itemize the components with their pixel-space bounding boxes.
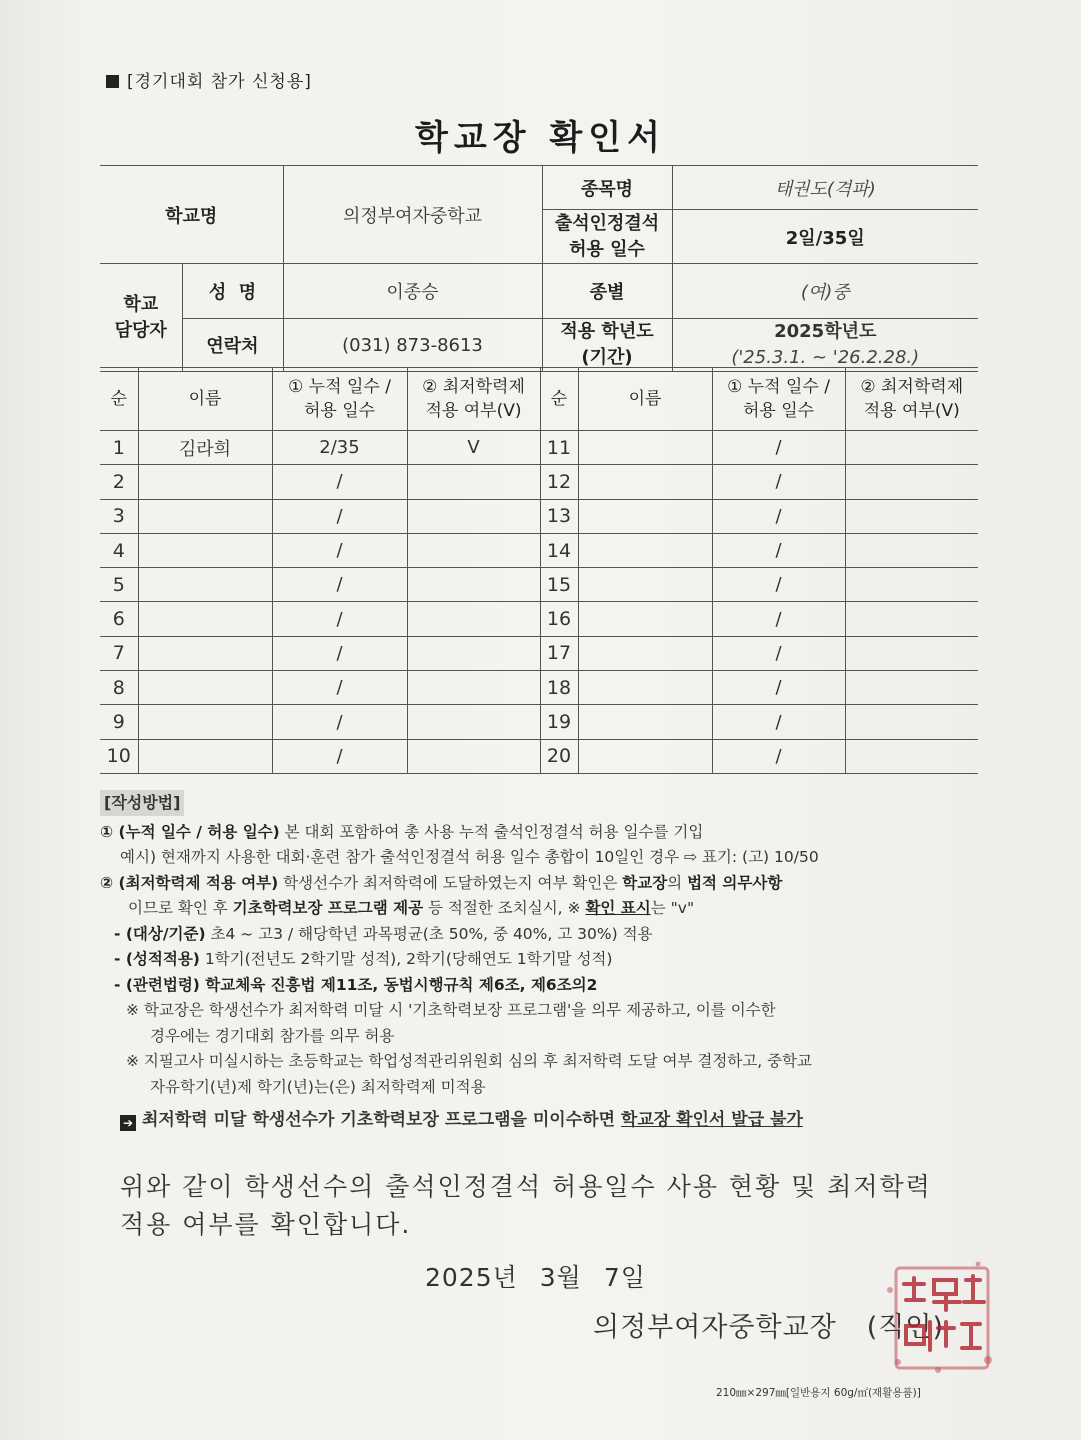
date-year: 2025년	[425, 1263, 518, 1292]
athlete-name-cell	[138, 671, 272, 705]
cumulative-days-cell: /	[712, 636, 845, 670]
min-standard-cell	[407, 465, 540, 499]
athlete-name-cell	[138, 568, 272, 602]
allowed-days-label-line2: 허용 일수	[569, 238, 645, 260]
col-header-min-right-line2: 적용 여부(V)	[863, 401, 960, 421]
row-number-cell: 11	[540, 431, 578, 465]
min-standard-cell	[845, 499, 978, 533]
col-header-days-line2: 허용 일수	[303, 401, 376, 421]
date-month: 3월	[539, 1263, 582, 1292]
cumulative-days-cell: /	[712, 533, 845, 567]
confirmation-line2: 적용 여부를 확인합니다.	[120, 1210, 412, 1239]
min-standard-cell	[407, 533, 540, 567]
athlete-name-cell	[578, 705, 712, 739]
school-name-value: 의정부여자중학교	[283, 166, 542, 264]
row-number-cell: 12	[540, 465, 578, 499]
cumulative-days-cell: /	[712, 568, 845, 602]
min-standard-cell	[845, 671, 978, 705]
guide-item1-bold: ① (누적 일수 / 허용 일수)	[100, 822, 280, 841]
cumulative-days-cell: /	[272, 533, 407, 567]
table-row	[100, 465, 978, 499]
guide-note1-line2: 경우에는 경기대회 참가를 의무 허용	[150, 1026, 395, 1045]
guide-final-note	[100, 1108, 980, 1134]
cumulative-days-cell: /	[272, 602, 407, 636]
row-number-cell: 19	[540, 705, 578, 739]
row-number-cell: 1	[100, 431, 138, 465]
form-usage-text: [경기대회 참가 신청용]	[127, 72, 312, 92]
table-row	[100, 499, 978, 533]
school-year-value	[672, 319, 978, 372]
cumulative-days-cell: /	[272, 636, 407, 670]
guide-note2-line2: 자유학기(년)제 학기(년)는(은) 최저학력제 미적용	[150, 1077, 486, 1096]
guide-sub3	[100, 973, 980, 999]
allowed-days-label	[542, 210, 672, 264]
table-row	[100, 533, 978, 567]
row-number-cell: 7	[100, 636, 138, 670]
row-number-cell: 16	[540, 602, 578, 636]
guide-note2-line1: ※ 지필고사 미실시하는 초등학교는 학업성적관리위원회 심의 후 최저학력 도달 여부 결정하고, 중학교	[126, 1052, 813, 1070]
table-row	[100, 671, 978, 705]
row-number-cell: 14	[540, 533, 578, 567]
col-header-days-right	[712, 368, 845, 431]
event-label: 종목명	[542, 166, 672, 210]
cumulative-days-cell: /	[272, 671, 407, 705]
athlete-name-cell	[138, 602, 272, 636]
athlete-name-cell	[138, 636, 272, 670]
athlete-name-cell	[138, 739, 272, 773]
min-standard-cell	[407, 739, 540, 773]
col-header-no-right: 순	[540, 368, 578, 431]
guide-item1-text: 본 대회 포함하여 총 사용 누적 출석인정결석 허용 일수를 기입	[279, 822, 704, 841]
school-year-label-line1: 적용 학년도	[560, 321, 654, 342]
col-header-days-line1: ① 누적 일수 /	[288, 377, 391, 397]
guide-sub1-text: 초4 ~ 고3 / 해당학년 과목평균(초 50%, 중 40%, 고 30%) 적용	[205, 924, 653, 943]
confirmation-statement	[120, 1168, 980, 1244]
cumulative-days-cell: 2/35	[272, 431, 407, 465]
athlete-name-cell	[138, 705, 272, 739]
row-number-cell: 20	[540, 739, 578, 773]
table-row	[100, 705, 978, 739]
guide-item2-bold-d: 법적 의무사항	[687, 873, 783, 892]
school-year-label-line2: (기간)	[581, 347, 633, 368]
row-number-cell: 15	[540, 568, 578, 602]
issue-date	[425, 1258, 668, 1294]
col-header-min-line2: 적용 여부(V)	[425, 401, 522, 421]
writing-guide	[100, 790, 980, 1134]
min-standard-cell	[845, 465, 978, 499]
guide-item2-line2-underline: 확인 표시	[585, 899, 651, 917]
allowed-days-label-line1: 출석인정결석	[554, 212, 660, 234]
guide-item2-line2	[100, 896, 980, 922]
min-standard-cell	[845, 568, 978, 602]
min-standard-cell	[845, 431, 978, 465]
guide-sub2-text: 1학기(전년도 2학기말 성적), 2학기(당해연도 1학기말 성적)	[199, 950, 613, 968]
min-standard-cell	[845, 636, 978, 670]
contact-value: (031) 873-8613	[283, 319, 542, 372]
arrow-right-icon: ➔	[120, 1115, 136, 1131]
official-seal-stamp-icon	[878, 1250, 998, 1380]
school-name-label: 학교명	[100, 166, 283, 264]
cumulative-days-cell: /	[712, 431, 845, 465]
school-year-value-line1: 2025학년도	[774, 321, 877, 342]
cumulative-days-cell: /	[712, 465, 845, 499]
principal-title: 의정부여자중학교장	[593, 1312, 837, 1343]
cumulative-days-cell: /	[272, 739, 407, 773]
guide-item2-line2-c: 는 "v"	[650, 899, 695, 917]
col-header-no: 순	[100, 368, 138, 431]
table-row	[100, 568, 978, 602]
cumulative-days-cell: /	[712, 671, 845, 705]
guide-item2-bold-b: 학교장	[622, 873, 668, 892]
cumulative-days-cell: /	[272, 465, 407, 499]
col-header-min-right	[845, 368, 978, 431]
table-body	[100, 431, 978, 774]
athlete-list-table	[100, 367, 978, 774]
athlete-name-cell	[578, 465, 712, 499]
min-standard-cell	[845, 602, 978, 636]
col-header-days-right-line2: 허용 일수	[742, 401, 815, 421]
guide-final-text: 최저학력 미달 학생선수가 기초학력보장 프로그램을 미이수하면	[142, 1110, 621, 1130]
cumulative-days-cell: /	[272, 568, 407, 602]
athlete-name-cell	[138, 499, 272, 533]
col-header-min-line1: ② 최저학력제	[422, 377, 525, 397]
date-day: 7일	[603, 1263, 646, 1292]
cumulative-days-cell: /	[712, 602, 845, 636]
row-number-cell: 4	[100, 533, 138, 567]
table-row	[100, 636, 978, 670]
form-usage-note	[106, 67, 312, 92]
min-standard-cell	[845, 739, 978, 773]
col-header-min-right-line1: ② 최저학력제	[860, 377, 964, 397]
table-row	[100, 739, 978, 773]
row-number-cell: 13	[540, 499, 578, 533]
guide-sub3-bold: - (관련법령)	[114, 975, 200, 994]
official-seal-label: (직인)	[866, 1312, 944, 1343]
allowed-days-value: 2일/35일	[672, 210, 978, 264]
athlete-name-cell	[138, 533, 272, 567]
min-standard-cell: V	[407, 431, 540, 465]
col-header-name-right: 이름	[578, 368, 712, 431]
row-number-cell: 3	[100, 499, 138, 533]
cumulative-days-cell: /	[272, 499, 407, 533]
col-header-days	[272, 368, 407, 431]
athlete-name-cell: 김라희	[138, 431, 272, 465]
manager-name-label: 성 명	[182, 264, 283, 319]
min-standard-cell	[407, 568, 540, 602]
guide-item1	[100, 820, 980, 846]
confirmation-line1: 위와 같이 학생선수의 출석인정결석 허용일수 사용 현황 및 최저학력	[120, 1172, 932, 1201]
guide-item2-text-c: 의	[667, 873, 688, 892]
guide-item2-bold: ② (최저학력제 적용 여부)	[100, 873, 279, 892]
row-number-cell: 10	[100, 739, 138, 773]
row-number-cell: 2	[100, 465, 138, 499]
school-info-table	[100, 165, 978, 372]
athlete-name-cell	[578, 499, 712, 533]
min-standard-cell	[845, 705, 978, 739]
school-year-label	[542, 319, 672, 372]
min-standard-cell	[407, 671, 540, 705]
cumulative-days-cell: /	[712, 739, 845, 773]
table-row	[100, 431, 978, 465]
row-number-cell: 6	[100, 602, 138, 636]
contact-label: 연락처	[182, 319, 283, 372]
cumulative-days-cell: /	[272, 705, 407, 739]
row-number-cell: 5	[100, 568, 138, 602]
col-header-name: 이름	[138, 368, 272, 431]
guide-final-underline: 학교장 확인서 발급 불가	[620, 1110, 803, 1130]
min-standard-cell	[407, 636, 540, 670]
min-standard-cell	[845, 533, 978, 567]
guide-heading: [작성방법]	[100, 790, 184, 816]
athlete-name-cell	[578, 431, 712, 465]
guide-item2-line2-bold: 기초학력보장 프로그램 제공	[232, 899, 424, 917]
athlete-name-cell	[578, 533, 712, 567]
guide-sub2	[100, 947, 980, 973]
manager-name-value: 이종승	[283, 264, 542, 319]
min-standard-cell	[407, 602, 540, 636]
guide-sub3-text: 학교체육 진흥법 제11조, 동법시행규칙 제6조, 제6조의2	[199, 975, 598, 994]
col-header-days-right-line1: ① 누적 일수 /	[727, 377, 830, 397]
athlete-name-cell	[578, 739, 712, 773]
athlete-name-cell	[578, 568, 712, 602]
guide-sub1-bold: - (대상/기준)	[114, 924, 206, 943]
square-bullet-icon	[106, 75, 119, 88]
guide-item2-line2-b: 등 적절한 조치실시, ※	[423, 899, 586, 917]
cumulative-days-cell: /	[712, 705, 845, 739]
guide-item2-line2-a: 이므로 확인 후	[128, 899, 233, 917]
page-title: 학교장 확인서	[415, 118, 666, 158]
min-standard-cell	[407, 705, 540, 739]
guide-sub2-bold: - (성적적용)	[114, 950, 200, 968]
col-header-min	[407, 368, 540, 431]
paper-spec-footer: 210㎜×297㎜[일반용지 60g/㎡(재활용품)]	[716, 1387, 921, 1399]
athlete-name-cell	[578, 671, 712, 705]
event-value: 태권도(격파)	[672, 166, 978, 210]
guide-item1-example: 예시) 현재까지 사용한 대회·훈련 참가 출석인정결석 허용 일수 총합이 10일인 경우 ⇨ 표기: (고) 10/50	[120, 848, 819, 866]
row-number-cell: 9	[100, 705, 138, 739]
guide-note1-line1: ※ 학교장은 학생선수가 최저학력 미달 시 '기초학력보장 프로그램'을 의무 제공하고, 이를 이수한	[126, 1001, 776, 1019]
manager-label	[100, 264, 182, 372]
athlete-name-cell	[578, 602, 712, 636]
guide-sub1	[100, 922, 980, 948]
row-number-cell: 18	[540, 671, 578, 705]
manager-label-line1: 학교	[123, 293, 159, 315]
school-year-period: ('25.3.1. ~ '26.2.28.)	[731, 347, 920, 368]
category-value: (여)중	[672, 264, 978, 319]
guide-item2	[100, 871, 980, 897]
athlete-name-cell	[578, 636, 712, 670]
row-number-cell: 17	[540, 636, 578, 670]
category-label: 종별	[542, 264, 672, 319]
guide-item2-text-a: 학생선수가 최저학력에 도달하였는지 여부 확인은	[278, 873, 623, 892]
table-row	[100, 602, 978, 636]
cumulative-days-cell: /	[712, 499, 845, 533]
table-header-row	[100, 368, 978, 431]
manager-label-line2: 담당자	[114, 319, 167, 341]
min-standard-cell	[407, 499, 540, 533]
athlete-name-cell	[138, 465, 272, 499]
row-number-cell: 8	[100, 671, 138, 705]
